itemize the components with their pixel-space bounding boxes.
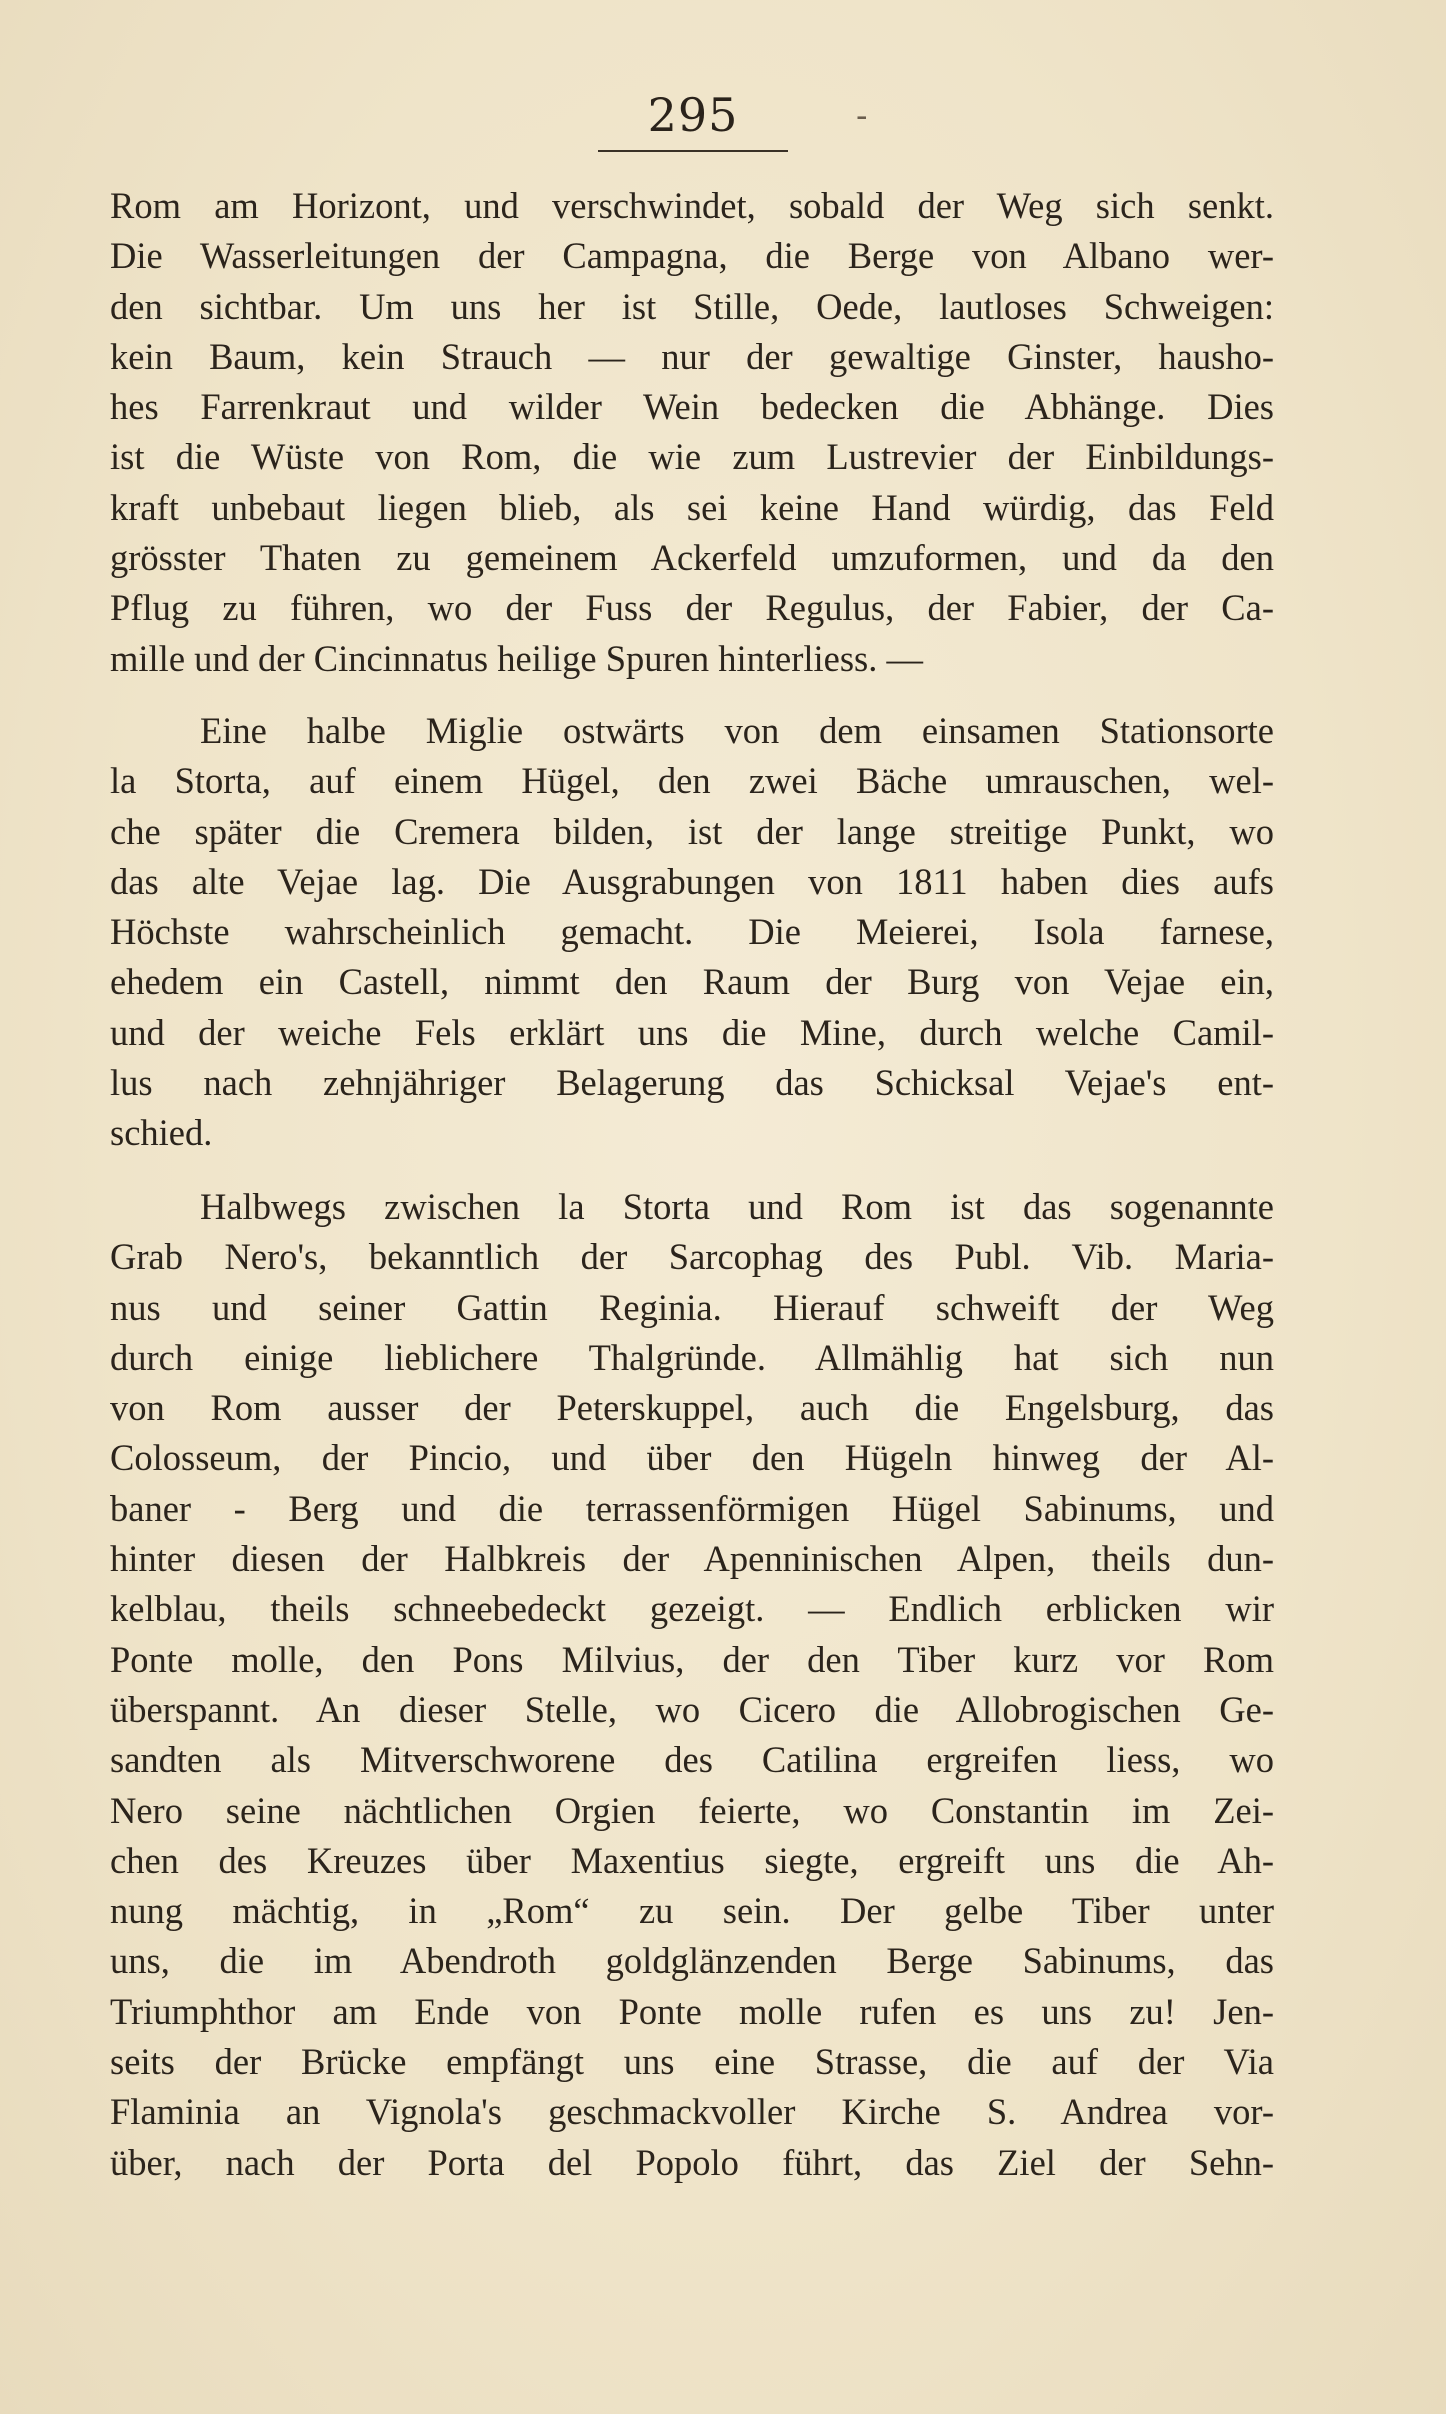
text-line: chen des Kreuzes über Maxentius siegte, ergreift uns die Ah- [110,1839,1274,1881]
text-line: Pflug zu führen, wo der Fuss der Regulus, der Fabier, der Ca- [110,587,1274,629]
text-line: das alte Vejae lag. Die Ausgrabungen von 1811 haben dies aufs [110,860,1274,902]
text-line: ehedem ein Castell, nimmt den Raum der Burg von Vejae ein, [110,961,1274,1003]
text-line: nung mächtig, in „Rom“ zu sein. Der gelbe Tiber unter [110,1890,1274,1932]
text-line: uns, die im Abendroth goldglänzenden Berge Sabinums, das [110,1940,1274,1982]
text-line: Eine halbe Miglie ostwärts von dem einsamen Stationsorte [200,710,1274,751]
text-line: Höchste wahrscheinlich gemacht. Die Meierei, Isola farnese, [110,911,1274,953]
text-line: baner - Berg und die terrassenförmigen Hügel Sabinums, und [110,1487,1274,1529]
text-line: schied. [110,1112,213,1154]
text-line: kelblau, theils schneebedeckt gezeigt. — Endlich erblicken wir [110,1588,1274,1630]
page-number-rule [598,150,788,152]
text-line: sandten als Mitverschworene des Catilina ergreifen liess, wo [110,1739,1274,1781]
stray-mark: - [856,96,868,136]
text-line: durch einige lieblichere Thalgründe. Allmählig hat sich nun [110,1336,1274,1378]
text-line: lus nach zehnjähriger Belagerung das Schicksal Vejae's ent- [110,1062,1274,1104]
text-line: Halbwegs zwischen la Storta und Rom ist das sogenannte [200,1186,1274,1227]
paragraph-1 [110,181,1274,684]
text-line: und der weiche Fels erklärt uns die Mine, durch welche Camil- [110,1011,1274,1053]
text-line: von Rom ausser der Peterskuppel, auch die Engelsburg, das [110,1387,1274,1429]
text-line: hes Farrenkraut und wilder Wein bedecken die Abhänge. Dies [110,386,1274,428]
text-line: Ponte molle, den Pons Milvius, der den Tiber kurz vor Rom [110,1638,1274,1680]
text-line: grösster Thaten zu gemeinem Ackerfeld umzuformen, und da den [110,537,1274,579]
text-line: che später die Cremera bilden, ist der lange streitige Punkt, wo [110,810,1274,852]
text-line: Die Wasserleitungen der Campagna, die Berge von Albano wer- [110,235,1274,277]
text-line: la Storta, auf einem Hügel, den zwei Bäche umrauschen, wel- [110,760,1274,802]
text-line: Colosseum, der Pincio, und über den Hügeln hinweg der Al- [110,1437,1274,1479]
text-line: hinter diesen der Halbkreis der Apenninischen Alpen, theils dun- [110,1538,1274,1580]
text-line: über, nach der Porta del Popolo führt, das Ziel der Sehn- [110,2141,1274,2183]
page-number: 295 [647,88,739,142]
text-line: kein Baum, kein Strauch — nur der gewaltige Ginster, hausho- [110,335,1274,377]
text-line: Flaminia an Vignola's geschmackvoller Kirche S. Andrea vor- [110,2091,1274,2133]
text-line: Grab Nero's, bekanntlich der Sarcophag des Publ. Vib. Maria- [110,1236,1274,1278]
text-line: mille und der Cincinnatus heilige Spuren hinterliess. — [110,637,923,679]
text-line: den sichtbar. Um uns her ist Stille, Oede, lautloses Schweigen: [110,285,1274,327]
text-line: Triumphthor am Ende von Ponte molle rufen es uns zu! Jen- [110,1990,1274,2032]
text-line: kraft unbebaut liegen blieb, als sei keine Hand würdig, das Feld [110,486,1274,528]
text-line: Nero seine nächtlichen Orgien feierte, wo Constantin im Zei- [110,1789,1274,1831]
paragraph-2 [110,706,1274,1159]
text-line: Rom am Horizont, und verschwindet, sobald der Weg sich senkt. [110,185,1274,226]
text-line: ist die Wüste von Rom, die wie zum Lustrevier der Einbildungs- [110,436,1274,478]
paragraph-3 [110,1182,1274,2188]
text-line: überspannt. An dieser Stelle, wo Cicero die Allobrogischen Ge- [110,1688,1274,1730]
text-line: seits der Brücke empfängt uns eine Strasse, die auf der Via [110,2041,1274,2083]
text-line: nus und seiner Gattin Reginia. Hierauf schweift der Weg [110,1286,1274,1328]
